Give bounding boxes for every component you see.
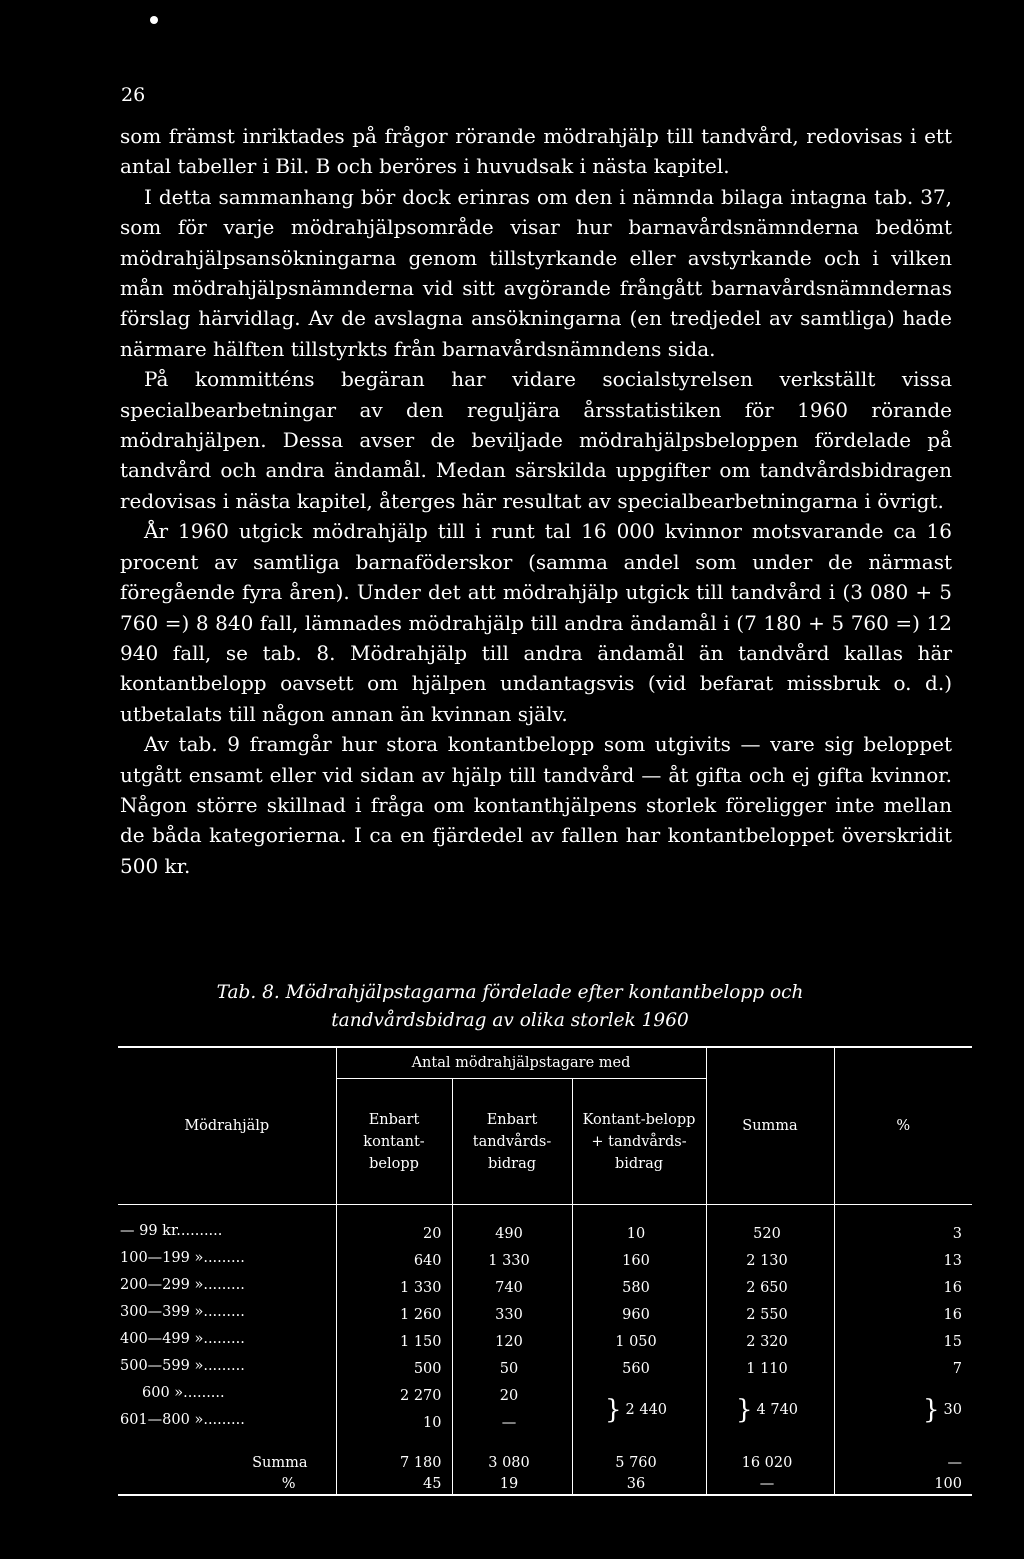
body-text — [120, 121, 952, 881]
header-kontant-tandvard: Kontant-belopp + tandvårds-bidrag — [572, 1079, 706, 1205]
cell: 10 — [572, 1221, 706, 1248]
brace-icon: } — [604, 1394, 622, 1425]
row-label: — 99 kr.......... — [120, 1223, 223, 1239]
data-table — [118, 1046, 972, 1496]
bullet-dot — [150, 16, 158, 24]
paragraph-2: I detta sammanhang bör dock erinras om den i nämnda bilaga intagna tab. 37, som för varje mödrahjälpsområde visar hur barnavårdsnämnderna bedömt mödrahjälpsansökningarna genom tillstyrkande eller avstyrkande och i vilken mån mödrahjälpsnämnderna vid sitt avgörande frångått barnavårdsnämndernas förslag härvidlag. Av de avslagna ansökningarna (en tredjedel av samtliga) hade närmare hälften tillstyrkts från barnavårdsnämndens sida. — [120, 184, 952, 361]
cell: 50 — [452, 1356, 572, 1383]
cell: 2 650 — [706, 1275, 834, 1302]
merged-cell — [572, 1383, 706, 1437]
merged-value: 2 440 — [625, 1401, 668, 1418]
cell: 7 — [834, 1356, 972, 1383]
paragraph-1: som främst inriktades på frågor rörande mödrahjälp till tandvård, redovisas i ett antal tabeller i Bil. B och beröres i huvudsak i nästa kapitel. — [120, 124, 952, 179]
cell: — — [706, 1474, 834, 1496]
cell: — — [452, 1410, 572, 1437]
row-label: 300—399 »......... — [120, 1304, 245, 1320]
caption-line-1: Tab. 8. Mödrahjälpstagarna fördelade efter kontantbelopp och — [216, 982, 804, 1003]
row-label: 400—499 »......... — [120, 1331, 245, 1347]
table-row — [118, 1221, 972, 1248]
cell: 19 — [452, 1474, 572, 1496]
cell: 580 — [572, 1275, 706, 1302]
cell: 2 320 — [706, 1329, 834, 1356]
merged-cell — [706, 1383, 834, 1437]
page-number: 26 — [121, 84, 146, 106]
cell: 2 130 — [706, 1248, 834, 1275]
table-row — [118, 1383, 972, 1410]
brace-icon: } — [923, 1394, 940, 1425]
cell: 500 — [336, 1356, 452, 1383]
cell: 36 — [572, 1474, 706, 1496]
table-row — [118, 1248, 972, 1275]
cell: 520 — [706, 1221, 834, 1248]
cell: 15 — [834, 1329, 972, 1356]
cell: 1 110 — [706, 1356, 834, 1383]
cell: — — [834, 1453, 972, 1474]
table-row — [118, 1275, 972, 1302]
header-enbart-tandvard: Enbart tandvårds-bidrag — [452, 1079, 572, 1205]
paragraph-3: På kommitténs begäran har vidare socialstyrelsen verkställt vissa specialbearbetningar av den reguljära årsstatistiken för 1960 rörande mödrahjälpen. Dessa avser de beviljade mödrahjälpsbeloppen fördelade på tandvård och andra ändamål. Medan särskilda uppgifter om tandvårdsbidragen redovisas i nästa kapitel, återges här resultat av specialbearbetningarna i övrigt. — [120, 367, 952, 513]
cell: 13 — [834, 1248, 972, 1275]
table-row — [118, 1356, 972, 1383]
cell: 330 — [452, 1302, 572, 1329]
cell: 960 — [572, 1302, 706, 1329]
cell: 100 — [834, 1474, 972, 1496]
row-label: 500—599 »......... — [120, 1358, 245, 1374]
cell: 20 — [452, 1383, 572, 1410]
group-header: Antal mödrahjälpstagare med — [336, 1048, 706, 1079]
cell: 160 — [572, 1248, 706, 1275]
percent-row — [118, 1474, 972, 1496]
cell: 16 — [834, 1275, 972, 1302]
header-modrahjalp: Mödrahjälp — [184, 1118, 270, 1134]
cell: 16 — [834, 1302, 972, 1329]
merged-cell — [834, 1383, 972, 1437]
cell: 2 270 — [336, 1383, 452, 1410]
cell: 1 050 — [572, 1329, 706, 1356]
row-label: 100—199 »......... — [120, 1250, 245, 1266]
merged-value: 30 — [943, 1401, 962, 1418]
summa-row — [118, 1453, 972, 1474]
table-caption — [150, 979, 870, 1035]
cell: 2 550 — [706, 1302, 834, 1329]
cell: 740 — [452, 1275, 572, 1302]
cell: 7 180 — [336, 1453, 452, 1474]
cell: 5 760 — [572, 1453, 706, 1474]
row-label: 200—299 »......... — [120, 1277, 245, 1293]
cell: 3 080 — [452, 1453, 572, 1474]
cell: 120 — [452, 1329, 572, 1356]
cell: 10 — [336, 1410, 452, 1437]
header-enbart-kontant: Enbart kontant-belopp — [336, 1079, 452, 1205]
row-label: 600 »......... — [142, 1385, 225, 1401]
cell: 640 — [336, 1248, 452, 1275]
cell: 1 330 — [336, 1275, 452, 1302]
cell: 45 — [336, 1474, 452, 1496]
table-row — [118, 1329, 972, 1356]
row-label: 601—800 »......... — [120, 1412, 245, 1428]
cell: 490 — [452, 1221, 572, 1248]
cell: 1 260 — [336, 1302, 452, 1329]
merged-value: 4 740 — [756, 1401, 799, 1418]
cell: 560 — [572, 1356, 706, 1383]
header-percent: % — [834, 1048, 972, 1205]
row-label: % — [281, 1475, 296, 1492]
cell: 3 — [834, 1221, 972, 1248]
cell: 1 330 — [452, 1248, 572, 1275]
row-label: Summa — [252, 1455, 308, 1471]
cell: 16 020 — [706, 1453, 834, 1474]
table-row — [118, 1302, 972, 1329]
cell: 20 — [336, 1221, 452, 1248]
cell: 1 150 — [336, 1329, 452, 1356]
paragraph-4: År 1960 utgick mödrahjälp till i runt tal 16 000 kvinnor motsvarande ca 16 procent av samtliga barnaföderskor (samma andel som under de närmast föregående fyra åren). Under det att mödrahjälp utgick till tandvård i (3 080 + 5 760 =) 8 840 fall, lämnades mödrahjälp till andra ändamål i (7 180 + 5 760 =) 12 940 fall, se tab. 8. Mödrahjälp till andra ändamål än tandvård kallas här kontantbelopp oavsett om hjälpen undantagsvis (vid befarat missbruk o. d.) utbetalats till någon annan än kvinnan själv. — [120, 519, 952, 726]
paragraph-5: Av tab. 9 framgår hur stora kontantbelopp som utgivits — vare sig beloppet utgått ensamt eller vid sidan av hjälp till tandvård — åt gifta och ej gifta kvinnor. Någon större skillnad i fråga om kontanthjälpens storlek föreligger inte mellan de båda kategorierna. I ca en fjärdedel av fallen har kontantbeloppet överskridit 500 kr. — [120, 732, 952, 878]
brace-icon: } — [735, 1394, 753, 1425]
header-summa: Summa — [706, 1048, 834, 1205]
caption-line-2: tandvårdsbidrag av olika storlek 1960 — [331, 1010, 689, 1031]
